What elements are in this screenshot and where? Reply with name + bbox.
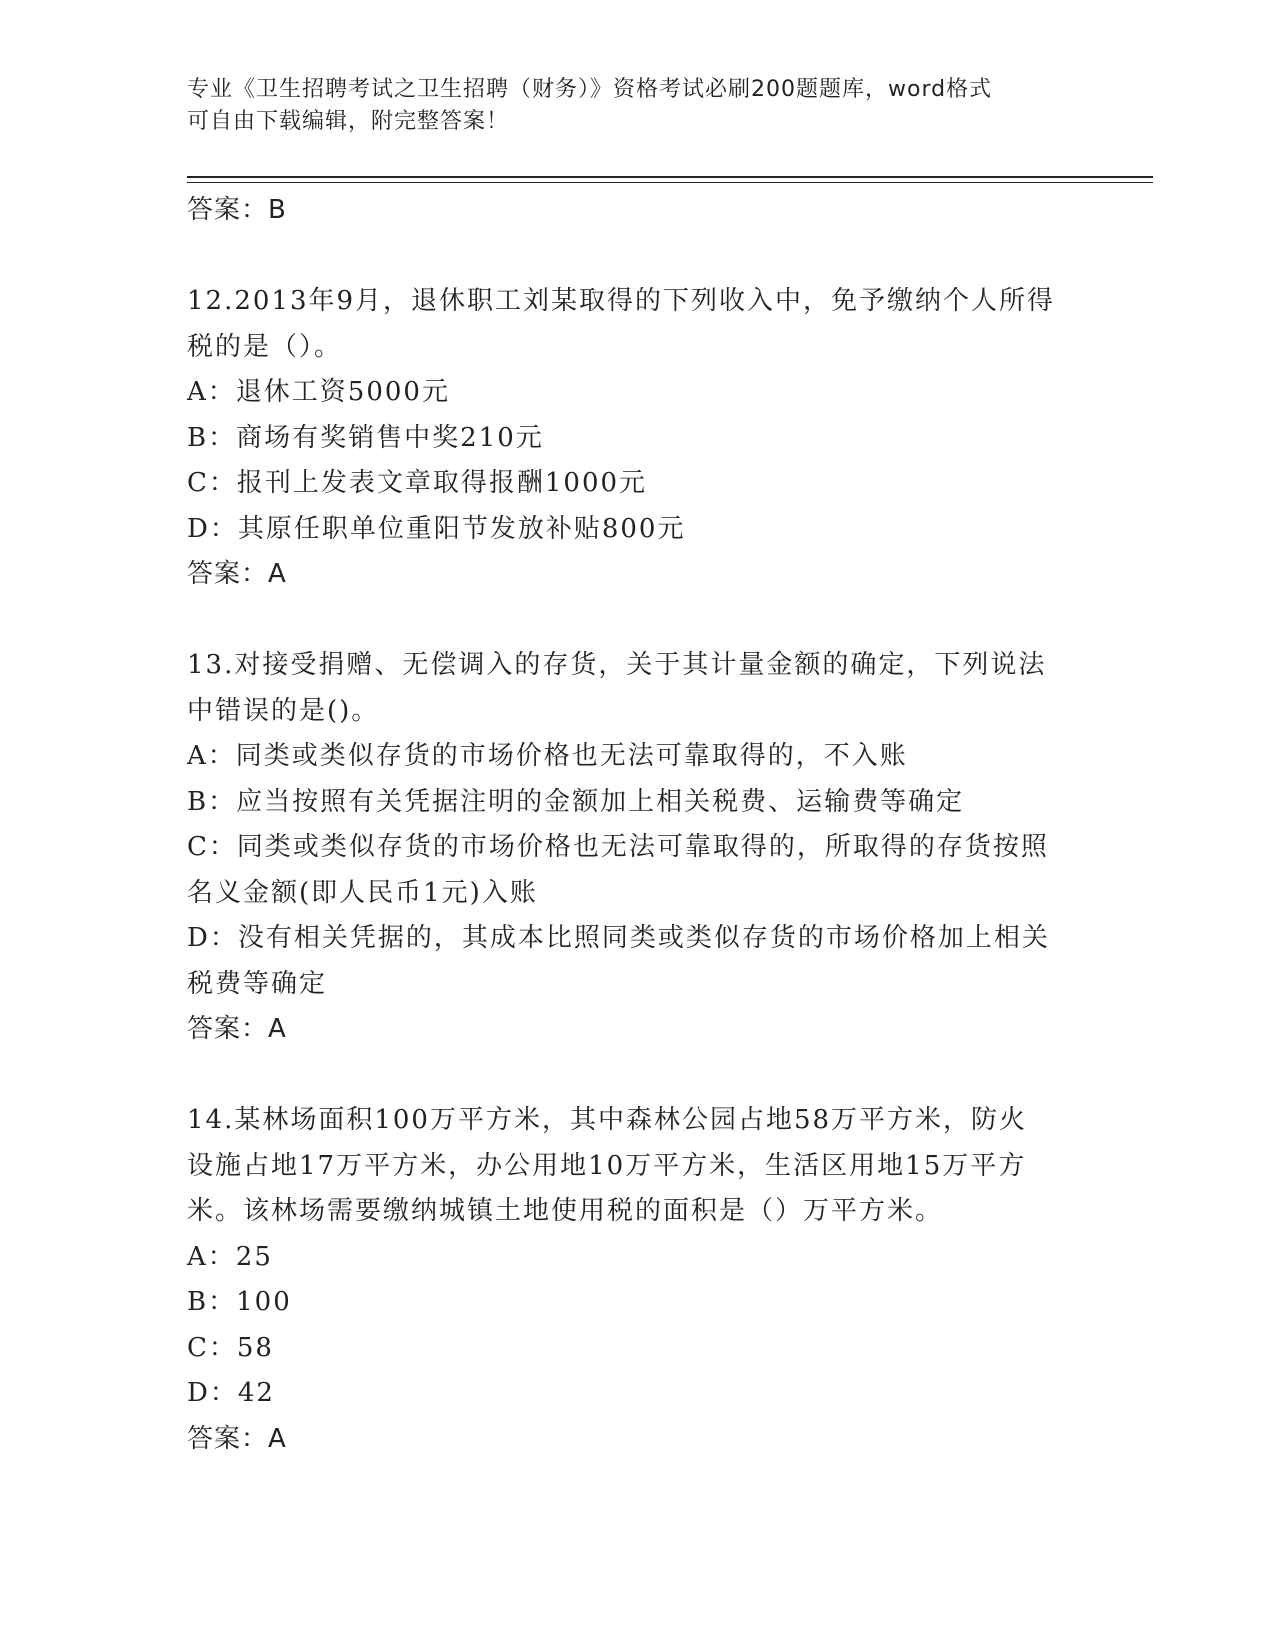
spacer	[187, 1053, 1087, 1099]
question-stem-line: 米。该林场需要缴纳城镇土地使用税的面积是（）万平方米。	[187, 1196, 944, 1226]
option-a: A：退休工资5000元	[187, 377, 450, 407]
option-b: B：100	[187, 1287, 292, 1317]
question-12	[187, 279, 1087, 598]
option-b: B：商场有奖销售中奖210元	[187, 422, 544, 453]
question-stem-line: 14.某林场面积100万平方米，其中森林公园占地58万平方米，防火	[187, 1105, 1028, 1135]
spacer	[187, 234, 1087, 280]
document-header	[187, 74, 1067, 138]
previous-answer: 答案：B	[187, 195, 287, 225]
header-line-2: 可自由下载编辑，附完整答案！	[187, 109, 510, 134]
spacer	[187, 598, 1087, 644]
question-list	[187, 188, 1087, 1462]
option-a: A：同类或类似存货的市场价格也无法可靠取得的，不入账	[187, 741, 908, 771]
header-rule-thin	[187, 182, 1153, 183]
option-d: D：没有相关凭据的，其成本比照同类或类似存货的市场价格加上相关	[187, 923, 1050, 953]
option-a: A：25	[187, 1241, 273, 1272]
answer-line: 答案：A	[187, 1014, 287, 1044]
option-c-continued: 名义金额(即人民币1元)入账	[187, 877, 538, 908]
option-d-continued: 税费等确定	[187, 968, 328, 999]
option-c: C：同类或类似存货的市场价格也无法可靠取得的，所取得的存货按照	[187, 832, 1049, 862]
question-14	[187, 1098, 1087, 1462]
option-c: C：报刊上发表文章取得报酬1000元	[187, 468, 648, 498]
question-13	[187, 643, 1087, 1053]
option-b: B：应当按照有关凭据注明的金额加上相关税费、运输费等确定	[187, 786, 965, 817]
answer-line: 答案：A	[187, 559, 287, 589]
question-stem-line: 设施占地17万平方米，办公用地10万平方米，生活区用地15万平方	[187, 1150, 1027, 1181]
option-d: D：其原任职单位重阳节发放补贴800元	[187, 513, 686, 544]
question-stem-line: 税的是（）。	[187, 331, 343, 362]
header-line-1: 专业《卫生招聘考试之卫生招聘（财务）》资格考试必刷200题题库，word格式	[187, 77, 993, 102]
question-stem-line: 12.2013年9月，退休职工刘某取得的下列收入中，免予缴纳个人所得	[187, 286, 1056, 316]
option-c: C：58	[187, 1332, 274, 1363]
header-rule-thick	[187, 176, 1153, 178]
question-stem-line: 中错误的是()。	[187, 695, 380, 726]
option-d: D：42	[187, 1378, 275, 1408]
answer-line: 答案：A	[187, 1423, 287, 1454]
question-stem-line: 13.对接受捐赠、无偿调入的存货，关于其计量金额的确定，下列说法	[187, 650, 1047, 680]
